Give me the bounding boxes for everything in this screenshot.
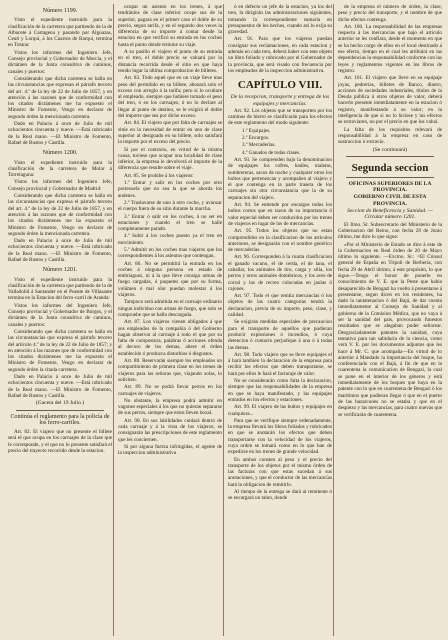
- horizontal-rule: [16, 410, 104, 411]
- paragraph: Si por alguna fuerza infringidas, el agente de la inspeccion administrativa: [118, 443, 222, 457]
- paragraph: 1.º Equipajes.: [242, 127, 271, 134]
- paragraph: Art. 89. No se podrá llevar perros en los carruajes de viajeros.: [118, 384, 222, 397]
- paragraph: Vistos los informes del Ingeniero Jefe, Consejo provincial y Gobernador de Burgos, y el dictámen de la Junta consultiva de caminos, canales y puertos:: [8, 302, 112, 328]
- horizontal-rule: [346, 177, 434, 178]
- paragraph: Visto el expediente instruido para la clasificación de la carretera que partiendo de la de Albacete á Cartagena y pasando por Alguazas, Ceuti y Lorquí, á los Cuarros de Barqui, termina en Totana:: [8, 17, 112, 49]
- centered-line: Seccion de Beneficencia y Sanidad. — Circular número 1201.: [347, 208, 433, 221]
- paragraph: 2.º Traslavarse de uno á otro coche, y avanzar el cuerpo fuera de su sitio durante la marcha.: [118, 199, 222, 213]
- paragraph: Si por el contrario, en virtud de la misma causa, tuviese que ocupar una localidad de clase inferior, la empresa le devolverá el importe de la diferencia que resulte sobre el viaje.: [118, 146, 222, 172]
- paragraph: Art. 86. No se permitirá la entrada en los coches á ninguna persona en estado de embriaguez, ni á la que lleve consigo armas de fuego cargadas, ó paquetes que por su forma, volúmen ó mal olor puedan molestar á los viajeros.: [118, 260, 222, 299]
- paragraph: Dado en Palacio á once de Julio de mil ochocientos cincuenta y nueve. —Está rubricado de la Real mano. —El Ministro de Fomento, Rafael de Bustos y Castilla.: [8, 238, 112, 263]
- column-divider: [113, 4, 114, 636]
- centered-line: (Gaceta del 19 Julio.): [35, 400, 85, 407]
- paragraph: Art. 96. Corresponden á la cuarta clasificacion el ganado vacuno, el de cerda, el de lana, el caballar, los animales de tiro, carga y silla, los perros y otros animales domésticos, y los aves de corral y las de recreo colocadas en jaulas ó cajones.: [228, 254, 332, 292]
- paragraph: Se exigirán medidas especiales de precaucion para el transporte de aquellos que pudieran producir explosiones ó incendios, ó cuya detencion ó contacto perjudique á una ó á todas las demas.: [228, 319, 332, 351]
- paragraph: Art. 90. En sus labilidades cuidará dentro de cada carruaje y á la vista de los viajeros, se consignarán las prescripciones de este reglamento que les conciernen.: [118, 417, 222, 443]
- paragraph: Art. 91. Para que los viajeros puedan consignar sus reclamaciones, en cada estacion y además en cada tren, deberá haber con este objeto un libro foliado y rubricado por el Gobernador de la provincia, que será visado con frecuencia por los empleados de la inspeccion administrativa.: [228, 36, 332, 74]
- section-heading: CAPÍTULO VIII.: [237, 79, 323, 92]
- paragraph: No obstante, la empresa podrá admitir en vagones especiales á los que no quieran separarse de sus perros, siempre que estos lleven bozal.: [118, 397, 222, 417]
- paragraph: 4.º Subir á los coches puesto ya el tren en movimiento.: [118, 233, 222, 246]
- column-2: [118, 4, 222, 636]
- paragraph: Considerando que dicha carretera se halla en las circunstancias que expresa el párrafo tercero del art. 4.º de la ley de 22 de Julio de 1857, y en atención á las razones que de conformidad con los citados dictámenes me ha expuesto el Ministro de Fomento, Vengo en declarar de segundo órden la mencionada carretera.: [8, 193, 112, 237]
- paragraph: Dado en Palacio á once de Julio de mil ochocientos cincuenta y nueve. —Está rubricado de la Real mano. —El Ministro de Fomento, Rafael de Bustos y Castilla.: [8, 374, 112, 399]
- paragraph: Art. 85. Se prohibe á los viajeros:: [124, 172, 194, 179]
- paragraph: ocupar un asiento en los trenes, á que tendránlos de clase inferior ocupe sus de la superior, pagara en el primer caso el doble de su precio, segun tarifa, y en el segundo dos veces la diferencia de su importe á contar desde la estacion en que verificó su entrada en los coches hasta el punto donde termine su viaje.: [118, 4, 222, 48]
- paragraph: 1.º Entrar y salir en los coches por otro portezuela que no sea la que se aborda los andenes.: [118, 180, 222, 199]
- column-1: [8, 4, 112, 636]
- paragraph: Art. 97. Todo el que remita mercancías ó los objetos de las cuatro categorías tendrá la declaracion, previa de su importe, peso, clase, y calidad.: [228, 293, 332, 319]
- decree-number: Número 1199.: [42, 8, 78, 14]
- decree-number: Número 1201.: [42, 267, 78, 274]
- paragraph: Visto el expediente instruido para la clasificación de la carretera que partiendo de la de Valladolid á Santander en el Puente de Villasante termina en la Estacion del ferro-carril de Aranda:: [8, 276, 112, 302]
- paragraph: Art. 88. Reservarán siempre los empleados un compartimiento de primera clase en los trenes de viajeros para las señoras que, viajando solas, lo soliciten.: [118, 358, 222, 383]
- paragraph: Tampoco será admitida en el carruaje ordinario ningun individuo con armas de fuego, que solo se compruebe que se halla descargada.: [118, 299, 222, 318]
- paragraph: Art. 84. El viajero que por falta de carruajes se sitúe en la necesidad de entrar en uno de clase superior al designado en su billete, solo satisfará la importe por el exceso del precio.: [118, 120, 222, 146]
- section-heading: Segunda seccion: [351, 161, 429, 174]
- paragraph: Art. 100. La responsabilidad de las empresas respecto á las mercancías que bajo el artículo anterior se les confiara, desde el momento en que se ha hecho cargo de ellos en el local destinado á ese efecto, tiempo en el cual les atribuirá en las dependencias la responsabilidad conforme con las leyes y reglamentos vigentes en los libros de registro.: [338, 23, 442, 74]
- paragraph: No se considerarán como falta la declaracion, siempre que las responsabilidades de la empresa en que se haya manifestado, y las equipajes entrados en los efectos y estaciones.: [228, 378, 332, 403]
- column-divider: [223, 4, 224, 636]
- centered-line: OFICINAS SUPERIORES DE LA PROVINCIA.: [348, 180, 432, 194]
- paragraph: Art. 99. El viajero de las bultos y equipajes en cualquiera...: [228, 404, 332, 417]
- paragraph: Art. 83. Todo aquel que en un viaje lleve mas peso del permitido en su billete, abonará solo el exceso con arreglo á la tarifa; pero si lo ocultare al empleado, siempre que hubiere tomado el peso del tren, ó en los carruajes, ó no lo declare al llegar al punto de destino, se le exigirá el doble del importe que sea por dicho exceso.: [118, 75, 222, 120]
- paragraph: de la empresa el número de órden, la clase, peso y precio del transporte, y el nombre de que dicho efectos contenga.: [338, 4, 442, 23]
- paragraph: Visto el expediente instruido para la clasificación de la carretera de Molar á Torrelaguna:: [8, 159, 112, 179]
- section-caption: Continúa el reglamento para la policía de los ferro-carriles.: [10, 413, 110, 426]
- paragraph: Dado en Palacio á once de Julio de mil ochocientos cincuenta y nueve. —Está rubricado de la Real mano. —El Ministro de Fomento, Rafael de Bustos y Castilla.: [8, 121, 112, 146]
- centered-line: (Se continuará): [372, 146, 408, 153]
- paragraph: En ambos consten al peso y el precio del transporte de los objetos por el mismo órden de las facturas con que estas sucedan á sus anotaciones, y que el conductor de las mercancías hará la obligacion de remitirlo.: [228, 456, 332, 488]
- paragraph: Para que se verifique siempre ordenadamente, la empresa llevará los libros foliados y rubricados en que se anotarán los efectos que deben transportarse con la velocidad de los viajeros, cuya orden se tomará como en lo que han de expedirse en los trenes de grande velocidad.: [228, 417, 332, 456]
- paragraph: Art. 94. Se entiende por encargos todos los bultos cortos que en razon de su importancia ó valor especial deben ser conducidos por los trenes de viajeros en lugar de los de mercancías.: [228, 202, 332, 227]
- column-3: [228, 4, 332, 636]
- paragraph: Vistos los informes del Ingeniero Jefe, Consejo provincial y Gobernador de Murcia, y el dictámen de la Junta consultiva de caminos, canales y puertos:: [8, 49, 112, 75]
- centered-line: GOBIERNO CIVIL DE ESTA PROVINCIA.: [353, 194, 427, 207]
- paragraph: Considerando que dicha carretera se halla en las circunstancias que expresan el párrafo tercero del art. 4.º de la ley de 22 de Julio de 1857, y en atención á las razones que de conformidad con los citados dictámenes me ha expuesto el Ministro de Fomento, Vengo en declarar de segundo órden la mencionada carretera.: [8, 75, 112, 120]
- paragraph: Art. 92. Los objetos que se transporten por los caminos de hierro se clasificarán para los efectos de este reglamento del modo siguiente:: [228, 107, 332, 127]
- horizontal-rule: [346, 156, 434, 157]
- paragraph: El Ilmo. Sr. Subsecretario del Ministerio de la Gobernacion del Reino, con fecha 28 de Junio último, me dice lo que sigue:: [338, 221, 442, 241]
- paragraph: Art. 98. Todo viajero que se lleve equipajes el á hará tambien la declaracion de la empresa para recibir los efectos que deben transportarse, se hará por ellos le hará el facturaje de valor.: [228, 351, 332, 377]
- column-divider: [333, 4, 334, 636]
- paragraph: «Por el Ministerio de Estado se dice á este de la Gobernacion en Real órden de 20 de Mayo último lo siguiente. —Excmo. Sr.: =El Cónsul general de España en Trípoli de Berbería, con fecha 29 de Abril último, á este propósito, lo que sigue.—Tengo el honor de ponerle en conocimiento de V. E. que la Peste que habia desaparecido de Bengazi ha vuelto á presentarse á presentarse, segun dicen en los residentes, ha dado la tantatenacion ó del Bajá, de dar cuenta inmediatamente al Consejo de Sanidad y al gobierno de la Comision Médica, que no vaya á ser la sanidad del país, provocando funestos resultados que se alegaban poder señorear. Desgraciadamente patentes la sanidad, cuya tentativa para tan sabiduría de la ciencia, como verá V. E. por los documentos adjuntos que les hace á Mr. C. que acompaña—En virtud de lo anterior á Mandado la importancia del buque, ha conferenciado con el Bajá, á fin de que en la cuarentena la comunicacion de Bengazi, la cual se pone en el interior de los géneros y está inmediatamente de los buques que haya en la patente con lo que en cuarentena de Bengazi ó los marítimos que pudieran llegar ó que en el puerto de las bazarcones no se estaba y que en el despiezo y las mercancías, para cuatro nuevas que se verificarán de cuarentena.: [338, 241, 442, 418]
- paragraph: 5.º Admitir en los coches mas viajeros que los correspondientes á los asientos que contengan.: [118, 246, 222, 260]
- paragraph: 4.º Ganados de todas clases.: [242, 149, 301, 156]
- paragraph: Art. 87. Los viajeros vienen obligados á que sus empleados de la compañía ó del Gobierno hagan observar al carruaje á todo el que por su falta de compostura, palabras ó acciones ofenda al decoro de los demas, altere el órden establecido ó produzca disturbios ó disgustos.: [118, 319, 222, 357]
- paragraph: Art. 82. El viajero que no presente el billete será el que ocupa en los carruajes de la clase que le corresponde, y el que no lo presente satisfará el precio del trayecto recorrido desde la estacion.: [8, 429, 112, 454]
- paragraph: Considerando que dicha carretera se halla en las circunstancias que expresa el párrafo tercero del artículo 4.º de la ley de 22 de Julio de 1857; y en atención á las razones que de conformidad con los citados dictámenes me ha expuesto el Ministro de Fomento, Vengo en declarar de segundo órden la citada carretera.: [8, 328, 112, 373]
- column-4: [338, 4, 442, 636]
- paragraph: Art. 93. Se comprenden bajo la denominacion de equipajes los cofres, baúles, maletas, sombrereras, sacos de noche y cualquier otros los bultos que pertenezcan y acompañen al viajero y el que contenga en la parte trasera de los carruajes sin otra circunstancia que la de su separacion del viajero.: [228, 156, 332, 201]
- paragraph: 3.º Entrar ó salir en los coches, á no ser en estaciones y cuando el tren se halle completamente parado.: [118, 213, 222, 233]
- paragraph: Art. 101. El viajero que lleve en su equipaje joyas, pedrerías, billetes de Banco, dinero, acciones de sociedades industriales, títulos de la Deuda pública ú otros objetos de valor, deberá hacerlo presente inmediatamente en la estacion ó registro, manifestando á su valor; en la inteligencia de que si no lo hiciese y los efectos se extraviaren, no por el precio en que los valuó.: [338, 75, 442, 126]
- paragraph: ó en defecto un jefe de la estacion, ya los del tren, la dirigirán las administraciones siguientes, tomando la correspondiente sumaria en presupuestos de los hechos, cuando así lo exija su gravedad.: [228, 4, 332, 36]
- paragraph: 3.º Mercaderías.: [242, 142, 276, 149]
- paragraph: Art. 95. Todos los objetos que no estan comprendidos en la clasificacion de los artículos anteriores, se designarán con el nombre genérico de mercaderías.: [228, 228, 332, 254]
- paragraph: Al tiempo de la entrega se dará al remitente ó se encargará un talon, donde: [228, 489, 332, 502]
- paragraph: La falta de los requisitos relevará de responsabilidad á la empresa en caso de sustraccion ó extravío.: [338, 126, 442, 146]
- paragraph: A su pasillo el viajero el punto de su entrada en el tren, el doble precio se valuará por la distancia recorrida desde el sitio en que haya tenido lugar la última comprobacion de billetes.: [118, 49, 222, 74]
- centered-line: De la recepcion, transporte y entrega de los equipajes y mercancías.: [230, 94, 330, 107]
- paragraph: 2.º Encargos.: [242, 135, 270, 142]
- decree-number: Número 1200.: [42, 150, 78, 157]
- paragraph: Vistos los informes del Ingeniero Jefe, Consejo provincial y Gobernador de Madrid:: [8, 179, 112, 192]
